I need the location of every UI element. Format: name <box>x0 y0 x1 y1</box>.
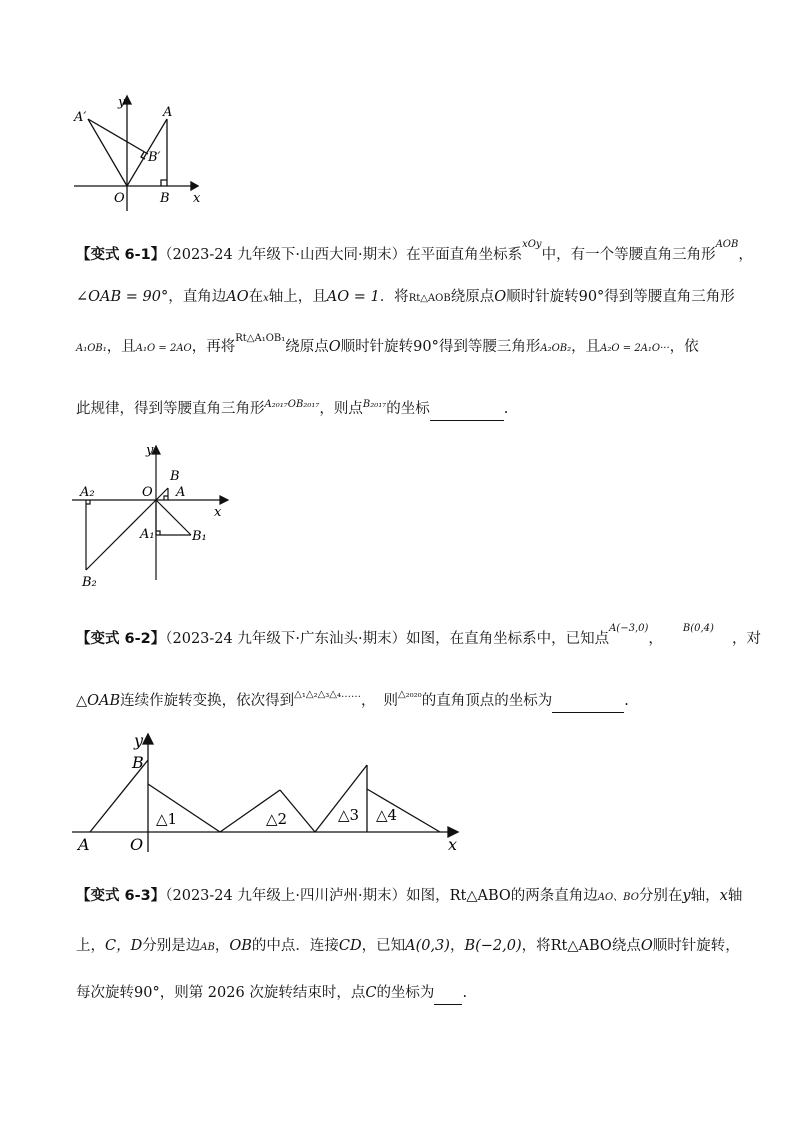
label-a: A <box>176 485 186 500</box>
label-b: B <box>132 753 144 772</box>
label-a-prime: A′ <box>74 110 87 125</box>
figure-3 <box>70 730 470 855</box>
problem-6-1-line-2: ∠OAB = 90°，直角边AO在x轴上，且AO = 1．将Rt△AOB绕原点O顺时针旋转90°得到等腰直角三角形 <box>76 289 735 305</box>
figure-2 <box>64 440 244 590</box>
label-triangle-3: △3 <box>338 806 360 824</box>
label-x: x <box>193 191 201 206</box>
label-a2: A₂ <box>80 485 95 500</box>
label-a1: A₁ <box>140 527 155 542</box>
figure-1 <box>60 86 220 212</box>
label-x: x <box>214 505 222 520</box>
label-b2: B₂ <box>82 575 97 590</box>
label-y: y <box>118 95 126 110</box>
label-triangle-4: △4 <box>376 806 398 824</box>
label-x: x <box>448 835 458 854</box>
label-o: O <box>130 835 144 854</box>
label-y: y <box>146 443 154 458</box>
problem-6-1-line-3: A₁OB₁，且A₁O = 2AO，再将$^{Rt\triangle A_1OB_1}$绕原点O顺时针旋转90°得到等腰三角形A₂OB₂，且A₂O = 2A₁O···，依 <box>76 333 699 355</box>
answer-blank-6-1[interactable] <box>430 398 504 421</box>
label-b-prime: B′ <box>148 150 161 165</box>
label-triangle-2: △2 <box>266 810 288 828</box>
answer-blank-6-3[interactable] <box>434 982 462 1005</box>
label-triangle-1: △1 <box>156 810 178 828</box>
problem-6-3-line-2: 上，C，D分别是边AB，OB的中点．连接CD，已知A(0,3)，B(−2,0)，将Rt△ABO绕点O顺时针旋转， <box>76 938 740 954</box>
answer-blank-6-2[interactable] <box>552 690 624 713</box>
label-o: O <box>142 485 153 500</box>
problem-6-1-line-1: 【变式 6-1】（2023-24 九年级下·山西大同·期末）在平面直角坐标系$^{xOy}$中，有一个等腰直角三角形$^{AOB}$， <box>76 239 753 263</box>
problem-6-3-line-1: 【变式 6-3】（2023-24 九年级上·四川泸州·期末）如图，Rt△ABO的两条直角边AO、BO分别在y轴，x轴 <box>76 888 743 904</box>
label-b: B <box>170 469 180 484</box>
label-y: y <box>134 731 144 750</box>
label-b: B <box>160 191 170 206</box>
problem-6-2-line-2: △OAB连续作旋转变换，依次得到$^{\triangle_1\triangle_2\triangle_3\triangle_4\dots\dots}$， 则$^{\triangle_{2020}}$的直角顶点的坐标为 . <box>76 690 736 714</box>
problem-6-3-line-3: 每次旋转90°，则第 2026 次旋转结束时，点C的坐标为 . <box>76 982 736 1005</box>
label-o: O <box>114 191 125 206</box>
label-a: A <box>78 835 90 854</box>
label-a: A <box>163 105 173 120</box>
problem-6-2-line-1: 【变式 6-2】（2023-24 九年级下·广东汕头·期末）如图，在直角坐标系中，已知点$^{A(-3,0)}$，$^{B(0,4)}$，对 <box>76 623 761 647</box>
label-b1: B₁ <box>192 529 207 544</box>
problem-6-1-line-4: 此规律，得到等腰直角三角形$^{A_{2017}OB_{2017}}$，则点$^{B_{2017}}$的坐标 . <box>76 398 736 422</box>
